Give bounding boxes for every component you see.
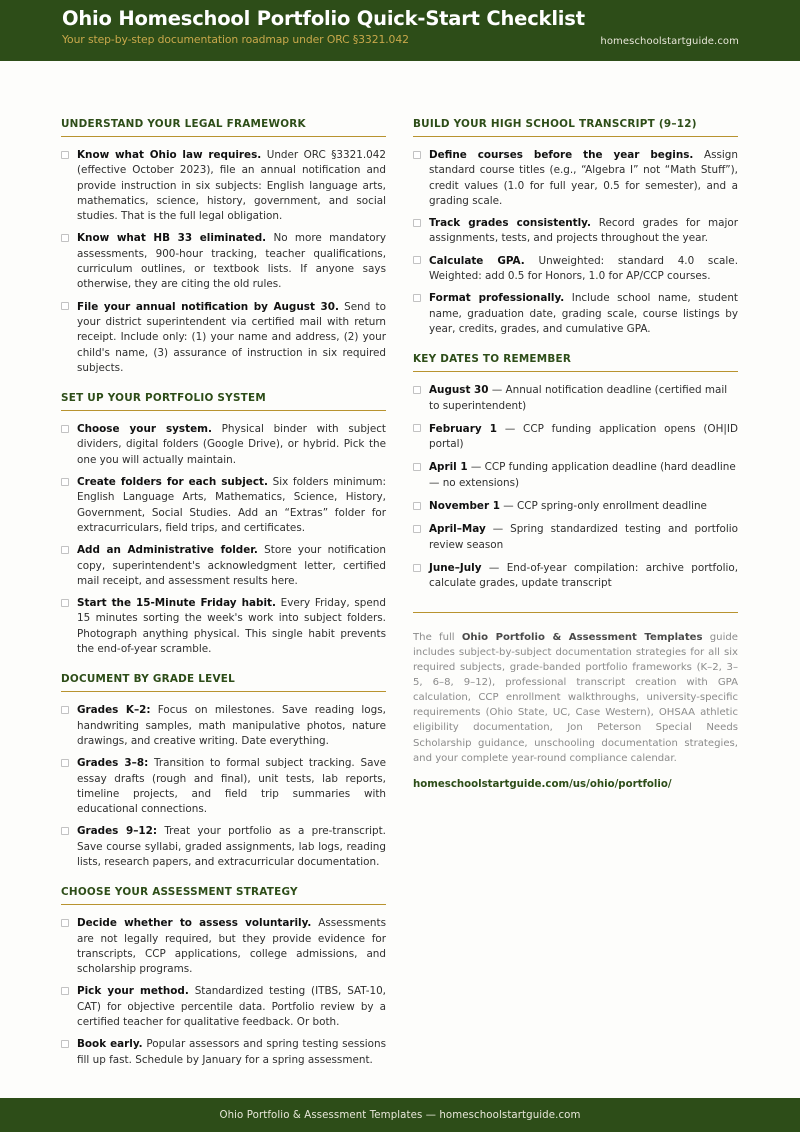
footnote-block [413, 612, 738, 790]
key-date-item[interactable] [413, 499, 738, 514]
checklist-item[interactable] [413, 291, 738, 337]
checklist-item-lead: Know what HB 33 eliminated. [77, 232, 267, 245]
key-date-description: — CCP spring-only enrollment deadline [503, 500, 707, 513]
checklist [61, 916, 386, 1068]
footnote-post: guide includes subject-by-subject documentation strategies for all six required subjects, grade-banded portfolio frameworks (K–2, 3–5, 6–8, 9–12), professional transcript creation with GPA calculation, CCP enrollment walkthroughs, university-specific requirements (Ohio State, UC, Case Western), OHSAA athletic eligibility documentation, Jon Peterson Special Needs Scholarship guidance, unschooling documentation strategies, and your complete year-round compliance calendar. [413, 631, 738, 764]
page-title: Ohio Homeschool Portfolio Quick-Start Checklist [62, 7, 585, 30]
checklist-item-text: No more mandatory assessments, 900-hour tracking, teacher qualifications, curriculum outlines, or textbook lists. If anyone says otherwise, they are citing the old rules. [77, 232, 386, 291]
checklist-item-lead: Format professionally. [429, 292, 565, 305]
section-heading: DOCUMENT BY GRADE LEVEL [61, 673, 235, 686]
checkbox-icon[interactable] [61, 827, 69, 835]
checklist-item-lead: Track grades consistently. [429, 217, 591, 230]
checklist-item-lead: Start the 15-Minute Friday habit. [77, 597, 276, 610]
checklist-item[interactable] [61, 756, 386, 817]
checklist-item-lead: Pick your method. [77, 985, 189, 998]
checkbox-icon[interactable] [61, 478, 69, 486]
checkbox-icon[interactable] [413, 502, 421, 510]
key-date-description: — Spring standardized testing and portfolio review season [429, 523, 738, 551]
checkbox-icon[interactable] [413, 525, 421, 533]
checklist-item[interactable] [61, 148, 386, 224]
checklist-item-text: Physical binder with subject dividers, digital folders (Google Drive), or hybrid. Pick the one you will actually maintain. [77, 423, 386, 466]
checkbox-icon[interactable] [61, 302, 69, 310]
header-text-group [0, 0, 585, 46]
checklist [61, 422, 386, 657]
section-choose-your-assessment-strategy [61, 886, 386, 1068]
checklist-item[interactable] [61, 300, 386, 376]
checklist-item[interactable] [61, 824, 386, 870]
key-date-item[interactable] [413, 522, 738, 553]
checklist [61, 148, 386, 376]
section-build-your-high-school-transcript-9-12 [413, 118, 738, 337]
checklist-item-lead: Grades 3–8: [77, 757, 149, 770]
key-date-item[interactable] [413, 561, 738, 592]
section-rule [413, 371, 738, 372]
checklist-item-text: Standardized testing (ITBS, SAT-10, CAT) for objective percentile data. Portfolio review by a certified teacher for qualitative feedback. Or both. [77, 985, 386, 1029]
checkbox-icon[interactable] [413, 564, 421, 572]
section-rule [413, 136, 738, 137]
checkbox-icon[interactable] [413, 256, 421, 264]
key-date-description: — CCP funding application opens (OH|ID portal) [429, 422, 738, 451]
checklist-item-text: Record grades for major assignments, tests, and projects throughout the year. [429, 217, 738, 245]
checklist-item-lead: Choose your system. [77, 423, 212, 436]
bottom-spacer [0, 1083, 800, 1098]
page-footer [0, 1098, 800, 1132]
key-date-description: — End-of-year compilation: archive portfolio, calculate grades, update transcript [429, 561, 738, 590]
section-heading: CHOOSE YOUR ASSESSMENT STRATEGY [61, 886, 298, 899]
footnote-link[interactable]: homeschoolstartguide.com/us/ohio/portfolio/ [413, 778, 672, 790]
checklist-item-text: Transition to formal subject tracking. Save essay drafts (rough and final), unit tests, lab reports, timeline projects, and field trip summaries with educational connections. [77, 757, 387, 816]
checklist-item[interactable] [61, 1037, 386, 1068]
checklist-item-lead: Book early. [77, 1038, 143, 1051]
section-set-up-your-portfolio-system [61, 392, 386, 657]
checklist-item[interactable] [413, 254, 738, 285]
key-date-description: — CCP funding application deadline (hard deadline — no extensions) [429, 461, 736, 489]
checklist-item-lead: Calculate GPA. [429, 254, 525, 267]
checklist-item-text: Treat your portfolio as a pre-transcript. Save course syllabi, graded assignments, lab logs, reading lists, research papers, and extracurricular documentation. [77, 825, 386, 868]
checklist-item[interactable] [61, 422, 386, 468]
header-site-url: homeschoolstartguide.com [600, 36, 739, 47]
checklist-item-text: Unweighted: standard 4.0 scale. Weighted: add 0.5 for Honors, 1.0 for AP/CCP courses. [429, 254, 738, 283]
section-key-dates-to-remember [413, 353, 738, 591]
section-heading: KEY DATES TO REMEMBER [413, 353, 572, 366]
section-heading: BUILD YOUR HIGH SCHOOL TRANSCRIPT (9–12) [413, 118, 697, 130]
checklist-item-text: Assign standard course titles (e.g., “Algebra I” not “Math Stuff”), credit values (1.0 for full year, 0.5 for semester), and a grading scale. [429, 149, 738, 207]
section-understand-your-legal-framework [61, 118, 386, 376]
checklist [413, 383, 738, 591]
checkbox-icon[interactable] [61, 1040, 69, 1048]
key-date-description: — Annual notification deadline (certified mail to superintendent) [429, 384, 728, 412]
key-date-item[interactable] [413, 422, 738, 453]
checklist-item-text: Include school name, student name, graduation date, grading scale, course listings by year, credits, grades, and cumulative GPA. [429, 292, 738, 335]
checklist-item-lead: Grades 9–12: [77, 825, 158, 838]
checklist-item[interactable] [413, 216, 738, 247]
checkbox-icon[interactable] [61, 706, 69, 714]
section-rule [61, 691, 386, 692]
checklist-item[interactable] [61, 543, 386, 589]
checklist-item-lead: Define courses before the year begins. [429, 149, 694, 161]
section-rule [61, 136, 386, 137]
right-column [413, 118, 738, 790]
checklist-item-lead: Decide whether to assess voluntarily. [77, 917, 312, 930]
section-document-by-grade-level [61, 673, 386, 870]
section-heading: SET UP YOUR PORTFOLIO SYSTEM [61, 392, 266, 405]
checklist-item-lead: Create folders for each subject. [77, 476, 268, 489]
key-date-label: February 1 [429, 422, 497, 435]
key-date-label: November 1 [429, 500, 500, 513]
checklist-item-lead: Grades K–2: [77, 704, 151, 717]
section-rule [61, 410, 386, 411]
checkbox-icon[interactable] [61, 234, 69, 242]
checklist-item-text: Popular assessors and spring testing sessions fill up fast. Schedule by January for a spring assessment. [77, 1038, 386, 1066]
checklist-item-text: Every Friday, spend 15 minutes sorting the week's work into subject folders. Photograph anything physical. This single habit prevents the end-of-year scramble. [77, 597, 386, 656]
checkbox-icon[interactable] [413, 386, 421, 394]
checkbox-icon[interactable] [61, 425, 69, 433]
footnote-paragraph [413, 630, 738, 766]
content-area [0, 61, 800, 1083]
section-heading: UNDERSTAND YOUR LEGAL FRAMEWORK [61, 118, 306, 130]
checklist-item-text: Under ORC §3321.042 (effective October 2023), file an annual notification and provide instruction in six subjects: English language arts, mathematics, science, history, government, and social studies. That is the full legal obligation. [77, 149, 387, 223]
footnote-product-name: Ohio Portfolio & Assessment Templates [461, 631, 703, 643]
page-header [0, 0, 800, 61]
checkbox-icon[interactable] [61, 759, 69, 767]
checklist-item-text: Six folders minimum: English Language Arts, Mathematics, Science, History, Government, Social Studies. Add an “Extras” folder for extracurriculars, field trips, and certificates. [77, 476, 386, 534]
checklist-item[interactable] [61, 703, 386, 749]
footnote-pre: The full [413, 631, 462, 643]
section-rule [61, 904, 386, 905]
checkbox-icon[interactable] [61, 599, 69, 607]
checklist-item[interactable] [61, 231, 386, 292]
key-date-item[interactable] [413, 383, 738, 414]
key-date-label: April 1 [429, 461, 468, 474]
checkbox-icon[interactable] [61, 987, 69, 995]
checkbox-icon[interactable] [413, 463, 421, 471]
key-date-item[interactable] [413, 460, 738, 491]
checkbox-icon[interactable] [413, 151, 421, 159]
checklist-item-lead: File your annual notification by August 30. [77, 300, 339, 313]
checkbox-icon[interactable] [61, 546, 69, 554]
footer-text: Ohio Portfolio & Assessment Templates — homeschoolstartguide.com [219, 1109, 581, 1121]
checklist [61, 703, 386, 870]
checklist-item[interactable] [61, 475, 386, 536]
key-date-label: August 30 [429, 384, 489, 397]
checklist [413, 148, 738, 337]
checkbox-icon[interactable] [61, 151, 69, 159]
left-column [61, 118, 386, 1068]
checklist-item[interactable] [61, 596, 386, 657]
key-date-label: April–May [429, 523, 486, 536]
checklist-item-text: Send to your district superintendent via certified mail with return receipt. Include only: (1) your name and address, (2) your child's name, (3) assurance of instruction in six required subjects. [77, 300, 386, 374]
checkbox-icon[interactable] [413, 294, 421, 302]
checkbox-icon[interactable] [413, 219, 421, 227]
checklist-item-lead: Know what Ohio law requires. [77, 149, 262, 161]
checklist-item-text: Store your notification copy, superintendent's acknowledgment letter, certified mail receipt, and assessment results here. [77, 544, 386, 587]
checkbox-icon[interactable] [61, 919, 69, 927]
page-subtitle: Your step-by-step documentation roadmap under ORC §3321.042 [62, 33, 409, 46]
checklist-item-text: Assessments are not legally required, but they provide evidence for transcripts, CCP applications, college admissions, and scholarship programs. [77, 917, 386, 976]
checklist-item[interactable] [61, 984, 386, 1030]
checklist-item-text: Focus on milestones. Save reading logs, handwriting samples, math manipulative photos, nature drawings, and creative writing. Date everything. [77, 704, 386, 747]
key-date-label: June–July [429, 561, 482, 574]
checkbox-icon[interactable] [413, 424, 421, 432]
checklist-item[interactable] [413, 148, 738, 209]
checklist-item[interactable] [61, 916, 386, 977]
footnote-divider [413, 612, 738, 613]
checklist-item-lead: Add an Administrative folder. [77, 544, 258, 557]
